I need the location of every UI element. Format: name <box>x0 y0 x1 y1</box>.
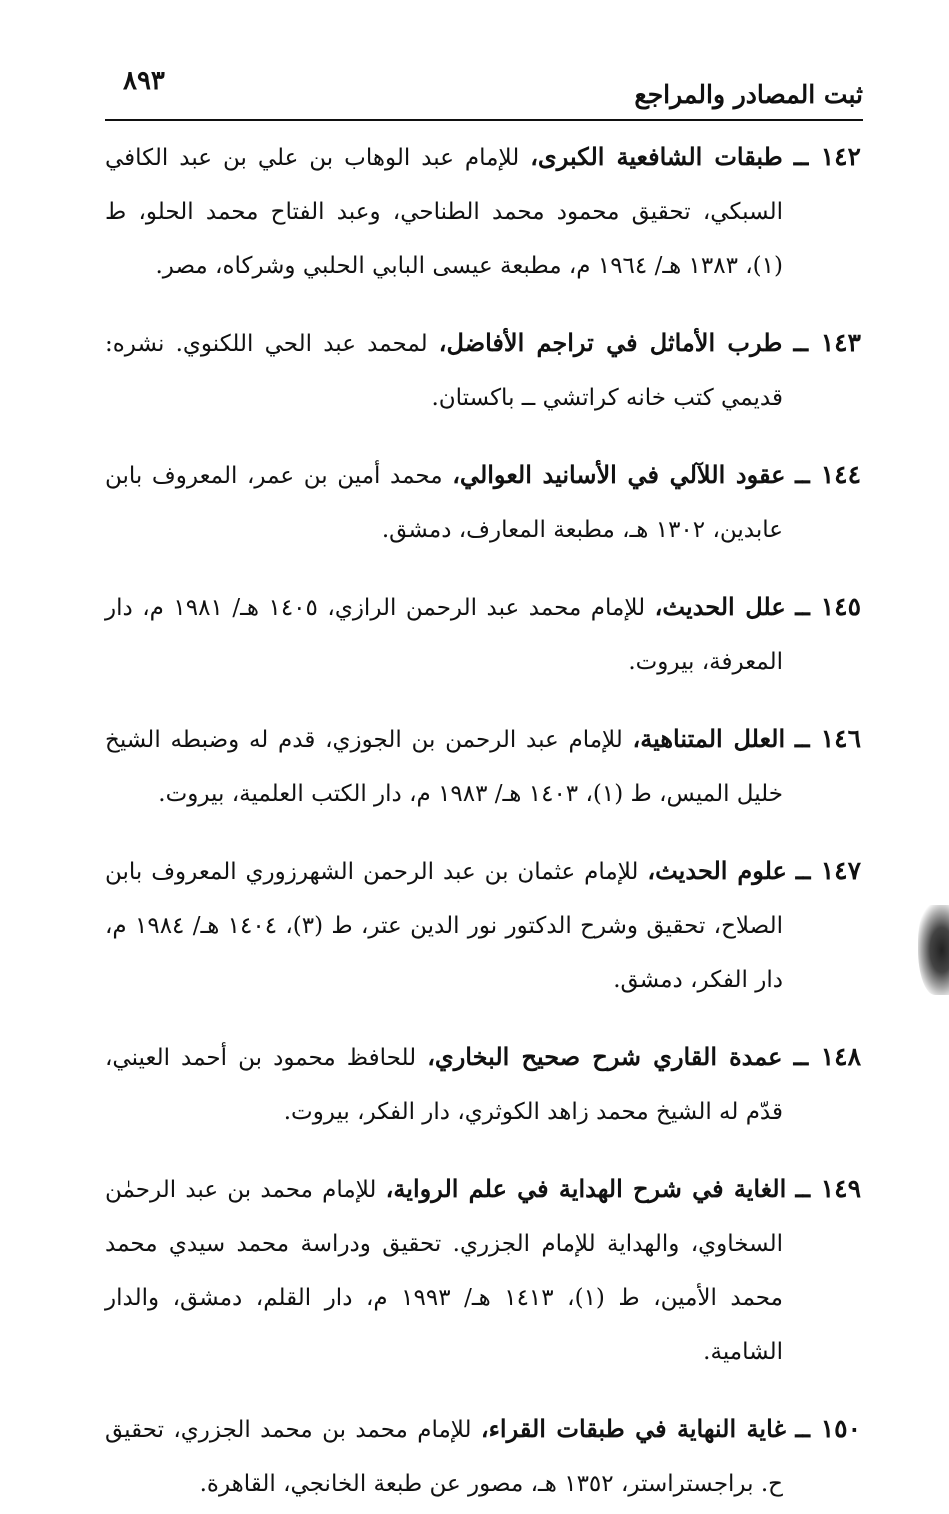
entry-text: للحافظ محمود بن أحمد العيني، قدّم له الشيخ محمد زاهد الكوثري، دار الفكر، بيروت. <box>105 1045 783 1125</box>
entry-text: لمحمد عبد الحي اللكنوي. نشره: قديمي كتب خانه كراتشي ــ باكستان. <box>105 331 783 411</box>
entry-number: ١٤٤ ــ <box>795 460 862 489</box>
entry-title: عمدة القاري شرح صحيح البخاري، <box>427 1042 783 1071</box>
entry-title: علل الحديث، <box>654 592 786 621</box>
bibliography-entry-143 <box>105 316 861 425</box>
entry-number: ١٤٦ ــ <box>794 724 862 753</box>
page-header <box>105 62 863 116</box>
entry-text: للإمام محمد بن عبد الرحمٰن السخاوي، والهداية للإمام الجزري. تحقيق ودراسة محمد سيدي محمد محمد الأمين، ط (١)، ١٤١٣ هـ/ ١٩٩٣ م، دار القلم، دمشق، والدار الشامية. <box>105 1177 783 1365</box>
entry-title: الغاية في شرح الهداية في علم الرواية، <box>385 1174 787 1203</box>
bibliography-entry-144 <box>105 448 861 557</box>
entry-text: للإمام عثمان بن عبد الرحمن الشهرزوري المعروف بابن الصلاح، تحقيق وشرح الدكتور نور الدين عتر، ط (٣)، ١٤٠٤ هـ/ ١٩٨٤ م، دار الفكر، دمشق. <box>105 859 783 993</box>
entry-text: للإمام عبد الرحمن بن الجوزي، قدم له وضبطه الشيخ خليل الميس، ط (١)، ١٤٠٣ هـ/ ١٩٨٣ م، دار الكتب العلمية، بيروت. <box>105 727 783 807</box>
entry-title: عقود اللآلي في الأسانيد العوالي، <box>452 460 786 489</box>
entry-title: العلل المتناهية، <box>632 724 786 753</box>
bibliography-entry-147 <box>105 844 861 1007</box>
entry-title: غاية النهاية في طبقات القراء، <box>480 1414 786 1443</box>
entry-number: ١٤٨ ــ <box>793 1042 862 1071</box>
entry-text: للإمام محمد بن محمد الجزري، تحقيق ح. براجستراستر، ١٣٥٢ هـ، مصور عن طبعة الخانجي، القاهرة. <box>105 1417 783 1497</box>
entry-text: محمد أمين بن عمر، المعروف بابن عابدين، ١٣٠٢ هـ، مطبعة المعارف، دمشق. <box>105 463 783 543</box>
entry-number: ١٥٠ ــ <box>795 1414 862 1443</box>
scan-smudge <box>918 905 949 995</box>
entry-number: ١٤٧ ــ <box>795 856 862 885</box>
entry-number: ١٤٥ ــ <box>795 592 862 621</box>
bibliography-entry-150 <box>105 1402 861 1511</box>
header-rule <box>105 119 863 121</box>
bibliography-entry-146 <box>105 712 861 821</box>
bibliography-entry-145 <box>105 580 861 689</box>
running-title: ثبت المصادر والمراجع <box>634 80 863 109</box>
bibliography-entry-142 <box>105 130 861 293</box>
entry-title: طرب الأماثل في تراجم الأفاضل، <box>438 328 783 357</box>
bibliography-list <box>105 130 861 1514</box>
bibliography-entry-149 <box>105 1162 861 1379</box>
page-number: ٨٩٣ <box>123 66 165 96</box>
bibliography-entry-148 <box>105 1030 861 1139</box>
entry-number: ١٤٣ ــ <box>793 328 861 357</box>
entry-title: طبقات الشافعية الكبرى، <box>530 142 783 171</box>
entry-number: ١٤٢ ــ <box>793 142 861 171</box>
entry-text: للإمام محمد عبد الرحمن الرازي، ١٤٠٥ هـ/ ١٩٨١ م، دار المعرفة، بيروت. <box>105 595 783 675</box>
entry-text: للإمام عبد الوهاب بن علي بن عبد الكافي السبكي، تحقيق محمود محمد الطناحي، وعبد الفتاح محمد الحلو، ط (١)، ١٣٨٣ هـ/ ١٩٦٤ م، مطبعة عيسى البابي الحلبي وشركاه، مصر. <box>105 145 783 279</box>
entry-number: ١٤٩ ــ <box>795 1174 862 1203</box>
entry-title: علوم الحديث، <box>647 856 787 885</box>
